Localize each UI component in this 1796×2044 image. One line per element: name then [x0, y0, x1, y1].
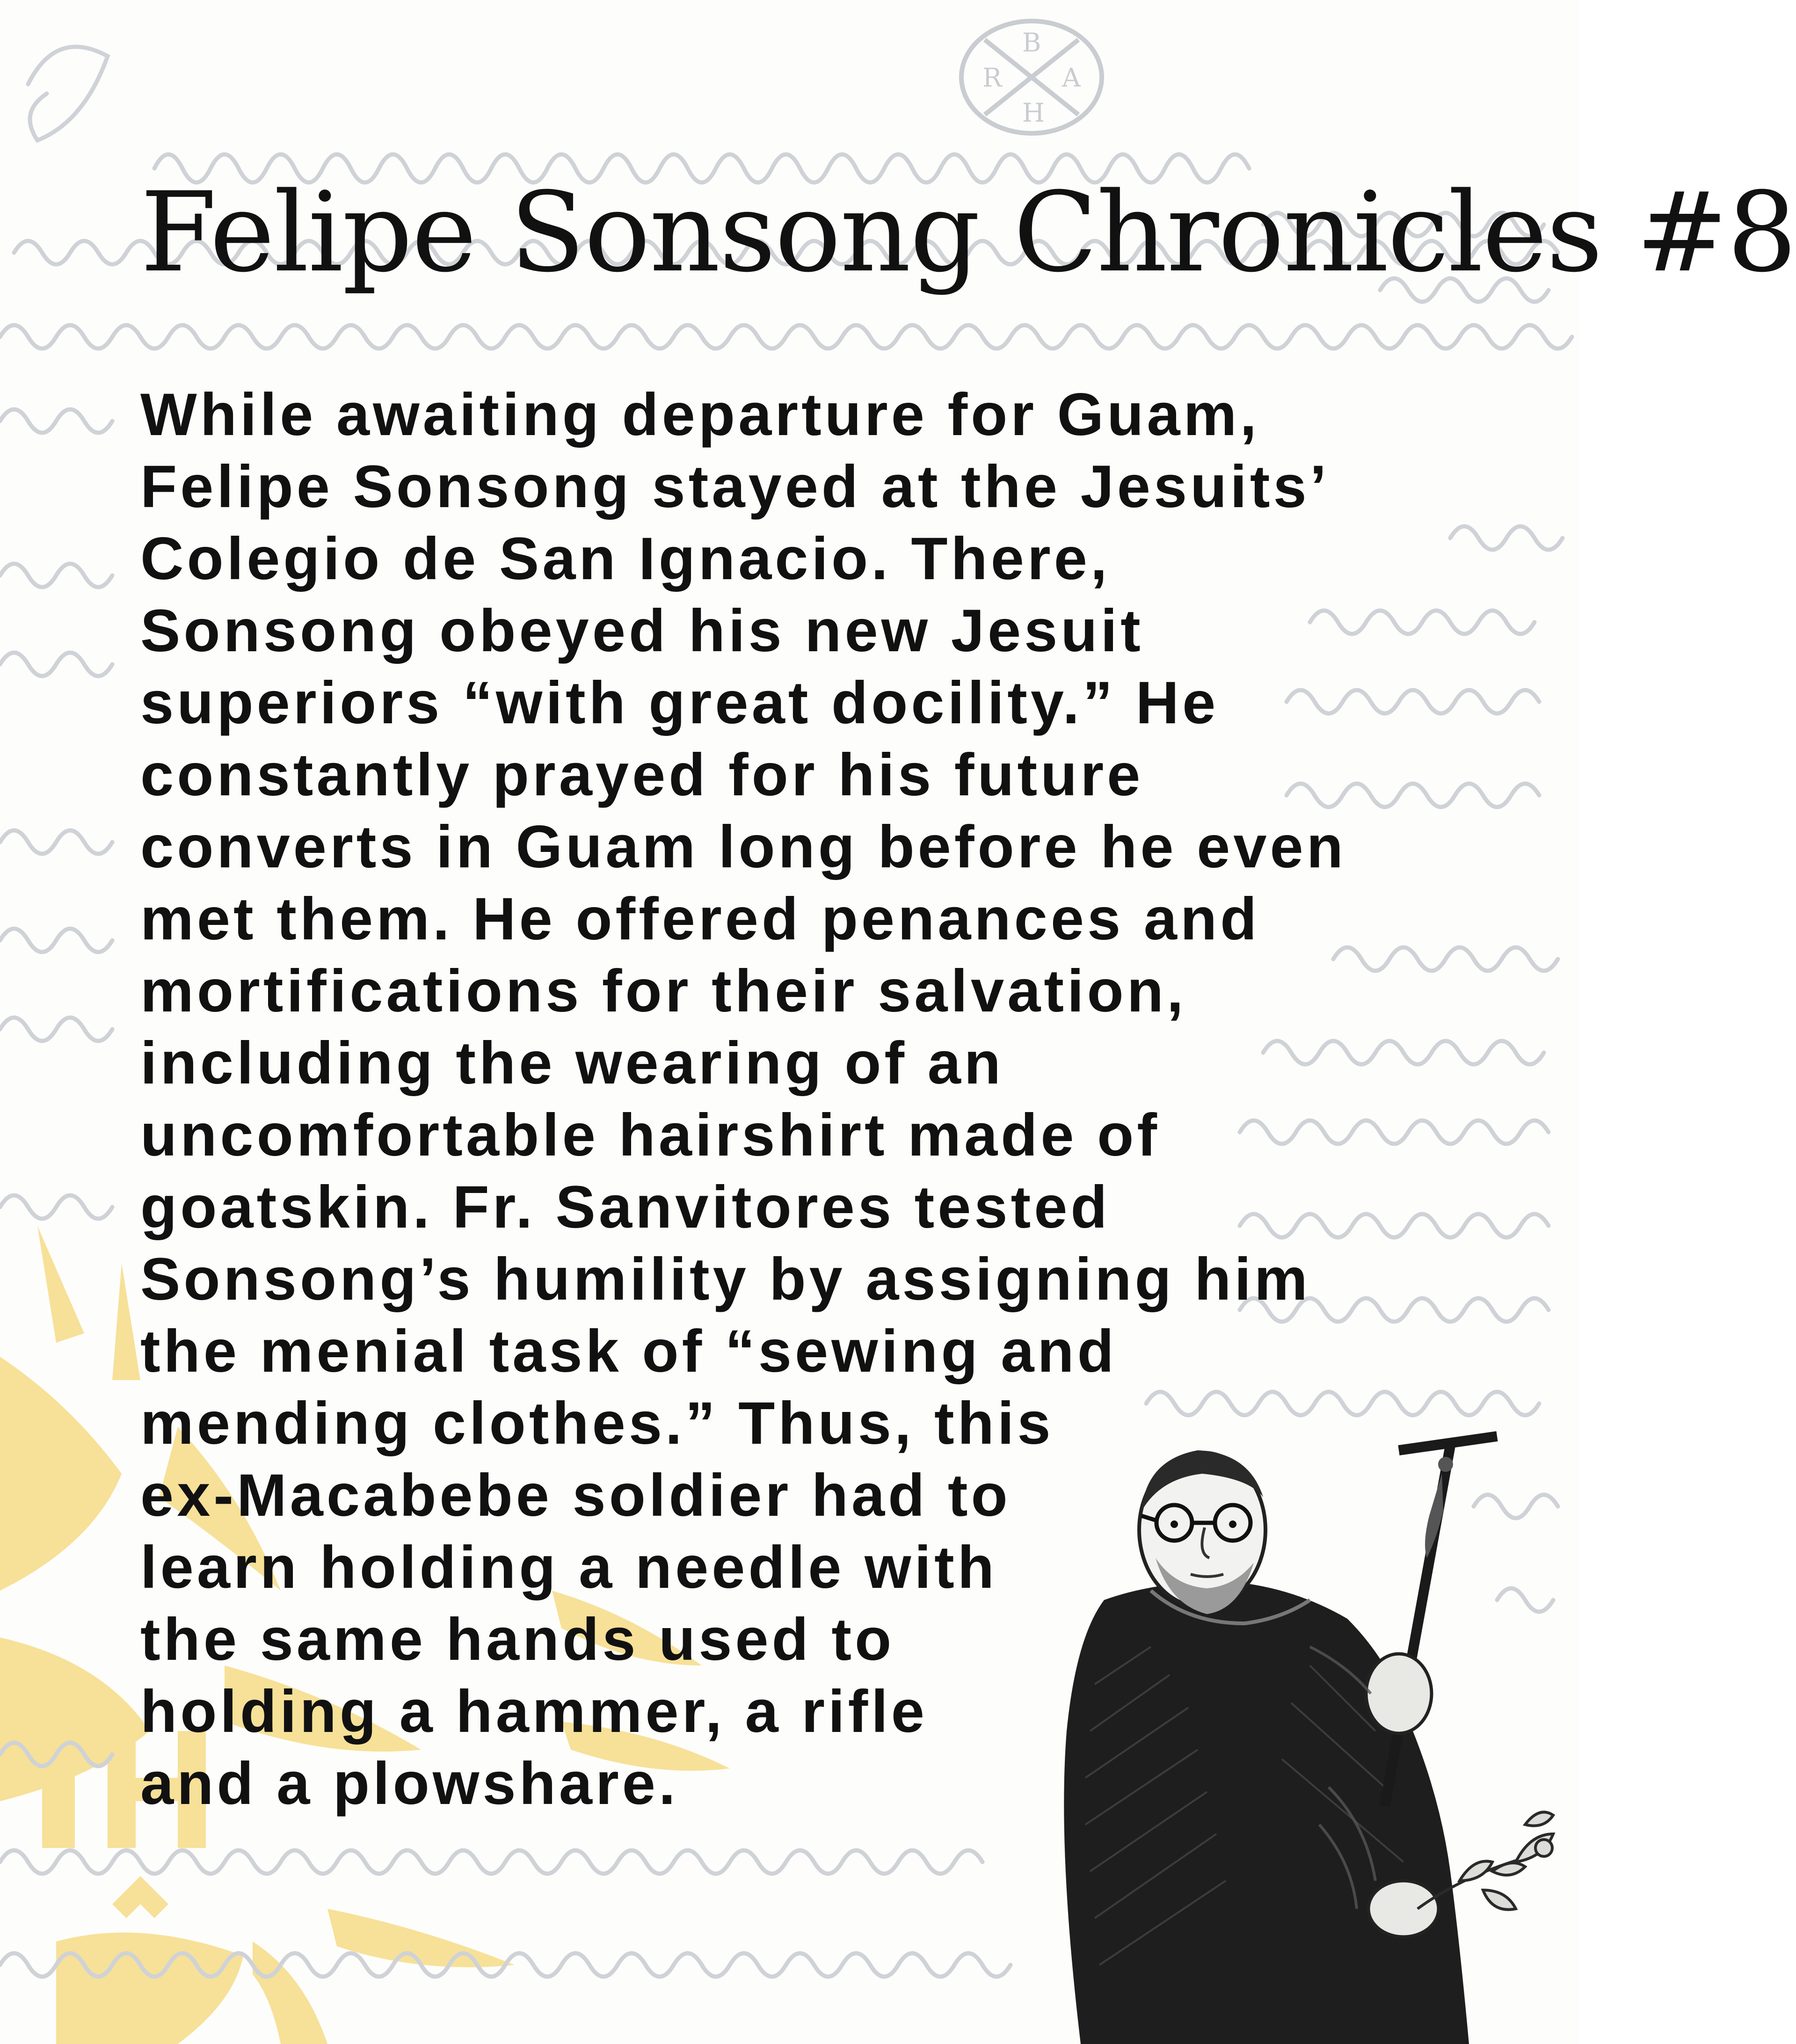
body-line: converts in Guam long before he even: [140, 814, 1346, 880]
body-line: mending clothes.” Thus, this: [140, 1390, 1054, 1457]
body-line: learn holding a needle with: [140, 1534, 997, 1601]
body-line: Colegio de San Ignacio. There,: [140, 525, 1111, 592]
body-line: constantly prayed for his future: [140, 742, 1144, 808]
body-line: ex-Macabebe soldier had to: [140, 1462, 1011, 1529]
page-title: Felipe Sonsong Chronicles #8: [140, 169, 1796, 297]
priest-hand-lower: [1368, 1881, 1439, 1937]
body-line: While awaiting departure for Guam,: [140, 381, 1260, 448]
body-line: Sonsong obeyed his new Jesuit: [140, 597, 1144, 664]
body-line: uncomfortable hairshirt made of: [140, 1102, 1160, 1169]
seal-letter-left: R: [982, 63, 1002, 93]
seal-letter-bottom: H: [1022, 98, 1045, 128]
priest-hand-upper: [1366, 1654, 1432, 1733]
body-line: mortifications for their salvation,: [140, 958, 1187, 1025]
body-line: superiors “with great docility.” He: [140, 669, 1219, 736]
body-line: Sonsong’s humility by assigning him: [140, 1246, 1311, 1313]
body-line: and a plowshare.: [140, 1750, 679, 1817]
seal-letter-right: A: [1062, 63, 1081, 93]
seal-letter-top: B: [1022, 28, 1041, 58]
jesuit-priest-engraving-icon: [1048, 1404, 1579, 2044]
body-line: the same hands used to: [140, 1606, 895, 1673]
body-line: the menial task of “sewing and: [140, 1318, 1117, 1385]
body-line: holding a hammer, a rifle: [140, 1678, 928, 1745]
body-line: met them. He offered penances and: [140, 886, 1260, 953]
library-seal-icon: [961, 21, 1102, 133]
body-line: including the wearing of an: [140, 1030, 1004, 1097]
body-line: goatskin. Fr. Sanvitores tested: [140, 1174, 1111, 1241]
body-line: Felipe Sonsong stayed at the Jesuits’: [140, 453, 1330, 520]
